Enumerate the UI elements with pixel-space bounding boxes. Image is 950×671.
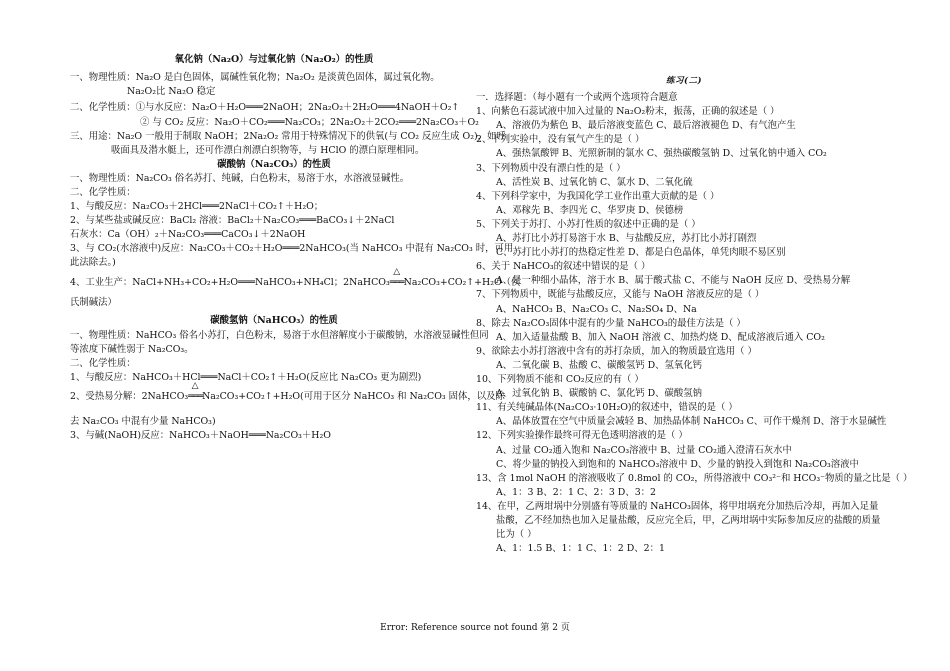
heating-arrow — [389, 267, 404, 289]
equals-arrow: ═══ — [389, 277, 404, 288]
heat-triangle-icon: △ — [393, 267, 401, 277]
question-line: 1、向紫色石蕊试液中加入过量的 Na₂O₂粉末，振荡，正确的叙述是（ ） — [476, 106, 780, 118]
answer-options: A、过氧化钠 B、碳酸钠 C、氯化钙 D、碳酸氢钠 — [496, 388, 703, 400]
question-line: 12、下列实验操作最终可得无色透明溶液的是（ ） — [476, 430, 688, 442]
answer-options: A、加入适量盐酸 B、加入 NaOH 溶液 C、加热灼烧 D、配成溶液后通入 CO₂ — [496, 331, 825, 343]
text-line: 3、与 CO₂(水溶液中)反应：Na₂CO₃＋CO₂＋H₂O═══2NaHCO₃(当 NaHCO₃ 中混有 Na₂CO₃ 时，可用 — [70, 243, 514, 254]
answer-options: A、苏打比小苏打易溶于水 B、与盐酸反应，苏打比小苏打剧烈 — [496, 233, 757, 244]
equation-part: 4、工业生产：NaCl+NH₃+CO₂+H₂O═══NaHCO₃+NH₄Cl；2NaHCO₃ — [70, 277, 390, 288]
text-line: 二、化学性质：①与水反应：Na₂O＋H₂O═══2NaOH；2Na₂O₂＋2H₂O═══4NaOH＋O₂↑ — [70, 102, 460, 113]
question-line: 14、在甲，乙两坩埚中分别盛有等质量的 NaHCO₃固体，将甲坩埚充分加热后冷却，再加入足量 — [476, 500, 879, 512]
heat-triangle-icon: △ — [191, 381, 199, 391]
question-line: 4、下列科学家中，为我国化学工业作出重大贡献的是（ ） — [476, 190, 720, 202]
answer-options: C、苏打比小苏打的热稳定性差 D、都是白色晶体，单凭肉眼不易区别 — [496, 247, 786, 259]
heating-arrow — [188, 381, 203, 403]
answer-options: A、活性炭 B、过氧化钠 C、氯水 D、二氧化硫 — [496, 176, 693, 188]
section-title-oxides: 氧化钠（Na₂O）与过氧化钠（Na₂O₂）的性质 — [174, 54, 374, 65]
equals-arrow: ═══ — [188, 391, 203, 402]
text-line: ② 与 CO₂ 反应：Na₂O＋CO₂═══Na₂CO₃；2Na₂O₂＋2CO₂═══2Na₂CO₃＋O₂ — [140, 117, 479, 128]
answer-options: A、过量 CO₂通入饱和 Na₂CO₃溶液中 B、过量 CO₂通入澄清石灰水中 — [496, 444, 792, 456]
text-line: 石灰水：Ca（OH）₂＋Na₂CO₃═══CaCO₃↓＋2NaOH — [70, 229, 306, 240]
text-line: Na₂O₂比 Na₂O 稳定 — [127, 86, 216, 97]
question-line: 7、下列物质中，既能与盐酸反应，又能与 NaOH 溶液反应的是（ ） — [476, 289, 765, 301]
text-line: 一、物理性质：Na₂O 是白色固体，属碱性氧化物；Na₂O₂ 是淡黄色固体，属过氧化物。 — [70, 72, 440, 83]
question-line: 11、有关纯碱晶体(Na₂CO₃·10H₂O)的叙述中，错误的是（ ） — [476, 402, 738, 414]
equation-part: Na₂CO₃+CO₂↑+H₂O（侯 — [403, 277, 521, 288]
question-line: 一．选择题：（每小题有一个或两个选项符合题意 — [476, 92, 678, 103]
equation-part: Na₂CO₃+CO₂↑+H₂O(可用于区分 NaHCO₃ 和 Na₂CO₃ 固体，以及除 — [202, 391, 505, 402]
text-line — [70, 267, 521, 289]
question-line: 8、除去 Na₂CO₃固体中混有的少量 NaHCO₃的最佳方法是（ ） — [476, 317, 746, 329]
text-line: 此法除去。) — [70, 257, 116, 268]
text-line: 等浓度下碱性弱于 Na₂CO₃。 — [70, 344, 194, 355]
text-line: 1、与酸反应：Na₂CO₃＋2HCl═══2NaCl＋CO₂↑＋H₂O； — [70, 201, 324, 212]
question-line: 6、关于 NaHCO₃的叙述中错误的是（ ） — [476, 261, 651, 273]
answer-options: A、1：3 B、2：1 C、2：3 D、3：2 — [496, 486, 657, 498]
answer-options: 盐酸，乙不经加热也加入足量盐酸，反应完全后，甲，乙两坩埚中实际参加反应的盐酸的质量 — [496, 515, 881, 526]
text-line: 1、与酸反应：NaHCO₃＋HCl═══NaCl＋CO₂↑＋H₂O(反应比 Na₂CO₃ 更为剧烈) — [70, 372, 422, 383]
answer-options: A、NaHCO₃ B、Na₂CO₃ C、Na₂SO₄ D、Na — [496, 303, 697, 315]
text-line — [70, 381, 505, 403]
text-line: 去 Na₂CO₃ 中混有少量 NaHCO₃) — [70, 416, 216, 427]
text-line: 一、物理性质：Na₂CO₃ 俗名苏打、纯碱，白色粉末，易溶于水，水溶液显碱性。 — [70, 173, 410, 184]
answer-options: A、是一种细小晶体，溶于水 B、属于酸式盐 C、不能与 NaOH 反应 D、受热易分解 — [496, 275, 851, 287]
question-line: 9、欲除去小苏打溶液中含有的苏打杂质，加入的物质最宜选用（ ） — [476, 345, 757, 357]
answer-options: A、邓稼先 B、李四光 C、华罗庚 D、侯德榜 — [496, 204, 684, 216]
question-line: 13、含 1mol NaOH 的溶液吸收了 0.8mol 的 CO₂，所得溶液中 CO₃²⁻和 HCO₃⁻物质的量之比是（ ） — [476, 472, 913, 484]
question-line: 3、下列物质中没有漂白性的是（ ） — [476, 162, 626, 174]
text-line: 氏制碱法） — [70, 297, 117, 308]
answer-options: A、1：1.5 B、1：1 C、1：2 D、2：1 — [496, 543, 665, 555]
answer-options: A、二氧化碳 B、盐酸 C、碳酸氢钙 D、氢氧化钙 — [496, 359, 703, 371]
answer-options: C、将少量的钠投入到饱和的 NaHCO₃溶液中 D、少量的钠投入到饱和 Na₂CO₃溶液中 — [496, 458, 859, 470]
text-line: 3、与碱(NaOH)反应：NaHCO₃＋NaOH═══Na₂CO₃＋H₂O — [70, 430, 331, 441]
answer-options: 比为（ ） — [496, 529, 537, 541]
text-line: 二、化学性质： — [70, 187, 136, 198]
text-line: 一、物理性质：NaHCO₃ 俗名小苏打，白色粉末，易溶于水但溶解度小于碳酸钠，水溶液显碱性但同 — [70, 330, 489, 341]
answer-options: A、强热氯酸钾 B、光照新制的氯水 C、强热碳酸氢钠 D、过氧化钠中通入 CO₂ — [496, 148, 827, 160]
text-line: 2、与某些盐或碱反应：BaCl₂ 溶液：BaCl₂＋Na₂CO₃═══BaCO₃↓＋2NaCl — [70, 215, 395, 226]
question-line: 10、下列物质不能和 CO₂反应的有（ ） — [476, 374, 644, 385]
equation-part: 2、受热易分解：2NaHCO₃ — [70, 391, 189, 402]
section-title-sodium-carbonate: 碳酸钠（Na₂CO₃）的性质 — [217, 159, 331, 170]
answer-options: A、溶液仍为紫色 B、最后溶液变蓝色 C、最后溶液褪色 D、有气泡产生 — [496, 120, 796, 132]
question-line: 2、下列实验中，没有氧气产生的是（ ） — [476, 134, 645, 146]
exercise-title: 练习(二) — [666, 76, 703, 86]
text-line: 三、用途：Na₂O 一般用于制取 NaOH；2Na₂O₂ 常用于特殊情况下的供氧(与 CO₂ 反应生成 O₂)，如呼 — [70, 131, 506, 142]
text-line: 二、化学性质： — [70, 358, 136, 369]
section-title-sodium-bicarbonate: 碳酸氢钠（NaHCO₃）的性质 — [210, 315, 338, 326]
text-line: 吸面具及潜水艇上，还可作漂白剂漂白织物等，与 HClO 的漂白原理相同。 — [111, 145, 425, 156]
answer-options: A、晶体放置在空气中质量会减轻 B、加热晶体制 NaHCO₃ C、可作干燥剂 D、溶于水显碱性 — [496, 416, 887, 428]
page-footer: Error: Reference source not found 第 2 页 — [380, 623, 570, 633]
question-line: 5、下列关于苏打、小苏打性质的叙述中正确的是（ ） — [476, 218, 701, 230]
